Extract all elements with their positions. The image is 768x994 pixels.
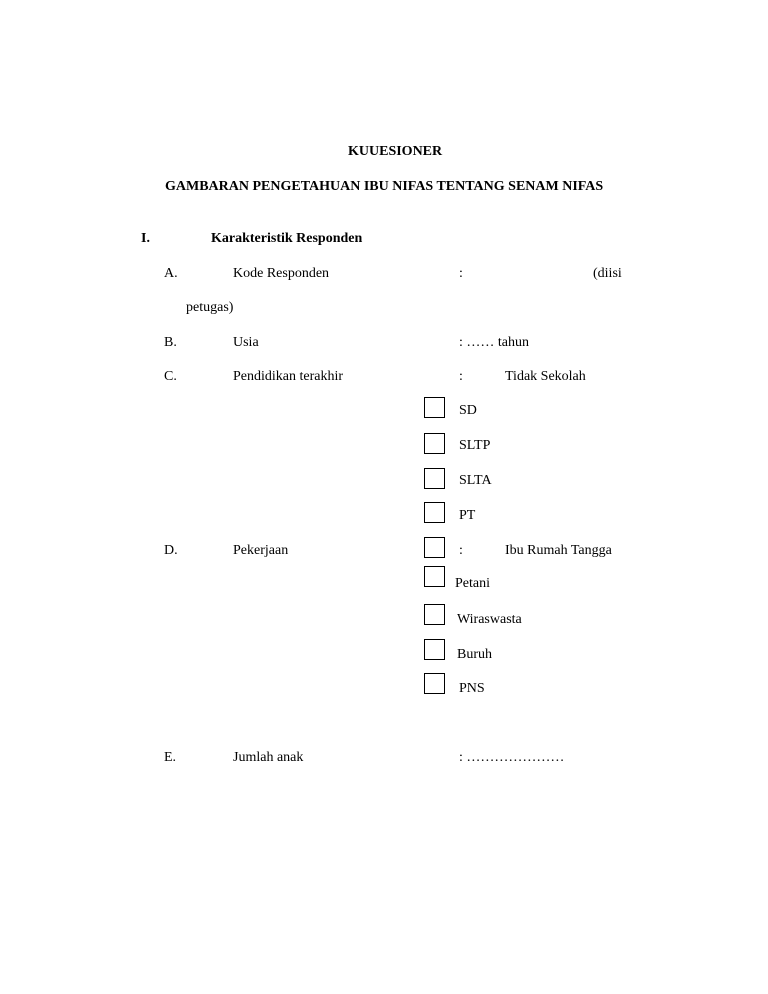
- education-option-label: PT: [459, 508, 476, 523]
- education-checkbox[interactable]: [424, 468, 445, 489]
- education-option-label: Tidak Sekolah: [505, 369, 586, 384]
- item-b-label: Usia: [233, 335, 259, 350]
- occupation-checkbox[interactable]: [424, 566, 445, 587]
- item-a-colon: :: [459, 266, 463, 281]
- education-option-label: SLTP: [459, 438, 491, 453]
- section-number: I.: [141, 231, 150, 246]
- document-title: KUUESIONER: [348, 144, 443, 159]
- education-checkbox[interactable]: [424, 502, 445, 523]
- education-checkbox[interactable]: [424, 397, 445, 418]
- occupation-option-label: Wiraswasta: [457, 612, 522, 627]
- item-c-colon: :: [459, 369, 463, 384]
- item-d-letter: D.: [164, 543, 178, 558]
- occupation-option-label: Petani: [455, 576, 490, 591]
- occupation-checkbox[interactable]: [424, 537, 445, 558]
- occupation-option-label: Buruh: [457, 647, 492, 662]
- occupation-checkbox[interactable]: [424, 639, 445, 660]
- item-e-letter: E.: [164, 750, 177, 765]
- document-subtitle: GAMBARAN PENGETAHUAN IBU NIFAS TENTANG SENAM NIFAS: [165, 179, 604, 194]
- item-c-letter: C.: [164, 369, 177, 384]
- education-checkbox[interactable]: [424, 433, 445, 454]
- item-d-colon: :: [459, 543, 463, 558]
- item-a-label: Kode Responden: [233, 266, 330, 281]
- item-a-note-end: petugas): [186, 300, 234, 315]
- occupation-option-label: PNS: [459, 681, 485, 696]
- education-option-label: SLTA: [459, 473, 492, 488]
- item-a-letter: A.: [164, 266, 178, 281]
- education-option-label: SD: [459, 403, 477, 418]
- item-c-label: Pendidikan terakhir: [233, 369, 344, 384]
- item-e-label: Jumlah anak: [233, 750, 304, 765]
- section-heading: Karakteristik Responden: [211, 231, 363, 246]
- item-e-value: : …………………: [459, 750, 565, 765]
- item-b-letter: B.: [164, 335, 177, 350]
- item-a-note-start: (diisi: [593, 266, 622, 281]
- item-b-value: : …… tahun: [459, 335, 529, 350]
- occupation-option-label: Ibu Rumah Tangga: [505, 543, 612, 558]
- item-d-label: Pekerjaan: [233, 543, 289, 558]
- occupation-checkbox[interactable]: [424, 604, 445, 625]
- occupation-checkbox[interactable]: [424, 673, 445, 694]
